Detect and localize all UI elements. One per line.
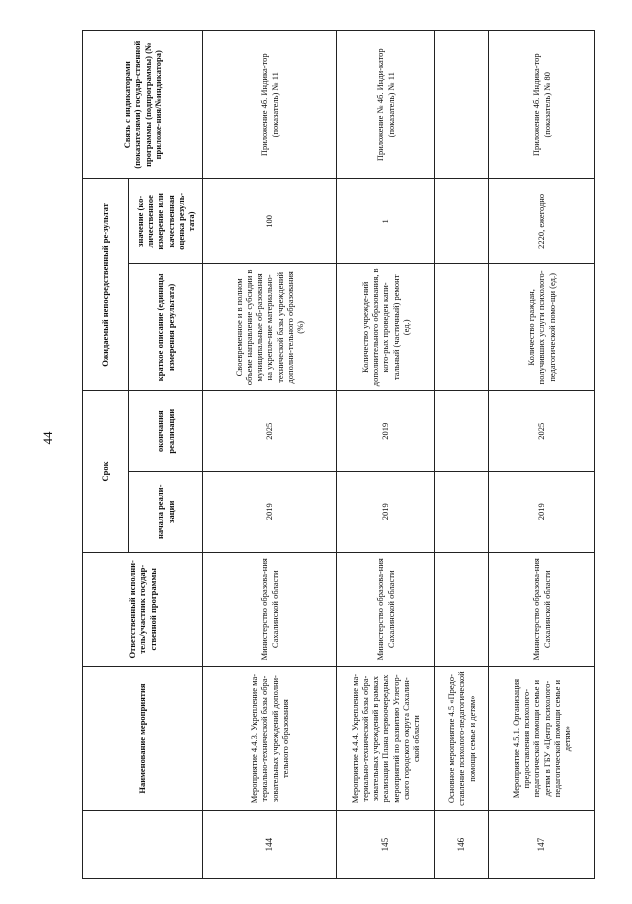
row-link: Приложение 4б. Индика-тор (показатель) № 80	[489, 31, 595, 179]
header-term: Срок	[83, 391, 129, 552]
rotated-table-container	[82, 30, 594, 879]
row-desc: Количество граждан, получивших услуги психолого-педагогической помо-щи (ед.)	[489, 264, 595, 391]
row-value: 2220, ежегодно	[489, 179, 595, 264]
page-number: 44	[40, 431, 55, 445]
row-name: Мероприятие 4.4.3. Укрепление ма-териально-технической базы обра-зовательных учреждений дополни-тельного образования	[203, 667, 337, 811]
row-name: Мероприятие 4.5.1. Организация предоставления психолого-педагогической помощи семье и детям в ГБУ «Центр психолого-педагогической помощи семье и детям»	[489, 667, 595, 811]
row-link: Приложение 4б. Индика-тор (показатель) № 11	[203, 31, 337, 179]
row-end: 2025	[203, 391, 337, 472]
row-number: 145	[337, 811, 435, 879]
header-name: Наименование мероприятия	[83, 667, 203, 811]
table-row	[203, 31, 337, 879]
table-row	[337, 31, 435, 879]
row-end: 2019	[337, 391, 435, 472]
row-desc: Количество учрежде-ний дополнительного образования, в кото-рых проведен капи-тальный (частичный) ремонт (ед.)	[337, 264, 435, 391]
header-responsible: Ответственный исполни-тель/участник государ-ственной программы	[83, 552, 203, 666]
row-value: 100	[203, 179, 337, 264]
row-name: Мероприятие 4.4.4. Укрепление ма-териально-технической базы обра-зовательных учреждений в рамках реализации Плана первоочередных мероприятий по развитию Углегор-ского городского округа Сахалин-ской области	[337, 667, 435, 811]
header-number	[83, 811, 203, 879]
row-link	[435, 31, 489, 179]
row-desc	[435, 264, 489, 391]
row-end	[435, 391, 489, 472]
row-start: 2019	[337, 472, 435, 553]
activities-table	[82, 30, 595, 879]
header-expected-value: значение (ко-личественное измерение или качественная оценка резуль-тата)	[129, 179, 203, 264]
table-row	[435, 31, 489, 879]
header-term-end: окончания реализации	[129, 391, 203, 472]
header-link: Связь с индикаторами (показателями) государ-ственной программы (подпрограммы) (№ приложе-ния/№индикатора)	[83, 31, 203, 179]
row-name: Основное мероприятие 4.5 «Предо-ставление психолого-педагогической помощи семье и детям»	[435, 667, 489, 811]
header-term-start: начала реали-зации	[129, 472, 203, 553]
row-desc: Своевременное и в полном объеме направление субсидии в муниципальные об-разования на укрепле-ние материально-технической базы учреждений дополни-тельного образования (%)	[203, 264, 337, 391]
table-row	[489, 31, 595, 879]
row-start: 2019	[489, 472, 595, 553]
row-number: 146	[435, 811, 489, 879]
row-start	[435, 472, 489, 553]
header-expected-desc: краткое описание (единицы измерения результата)	[129, 264, 203, 391]
row-value	[435, 179, 489, 264]
row-responsible: Министерство образова-ния Сахалинской области	[337, 552, 435, 666]
row-responsible: Министерство образова-ния Сахалинской области	[203, 552, 337, 666]
header-expected: Ожидаемый непосредственный ре-зультат	[83, 179, 129, 391]
row-responsible	[435, 552, 489, 666]
row-link: Приложение № 4б. Инди-катор (показатель) № 11	[337, 31, 435, 179]
row-end: 2025	[489, 391, 595, 472]
row-number: 147	[489, 811, 595, 879]
row-value: 1	[337, 179, 435, 264]
row-responsible: Министерство образова-ния Сахалинской области	[489, 552, 595, 666]
row-start: 2019	[203, 472, 337, 553]
row-number: 144	[203, 811, 337, 879]
